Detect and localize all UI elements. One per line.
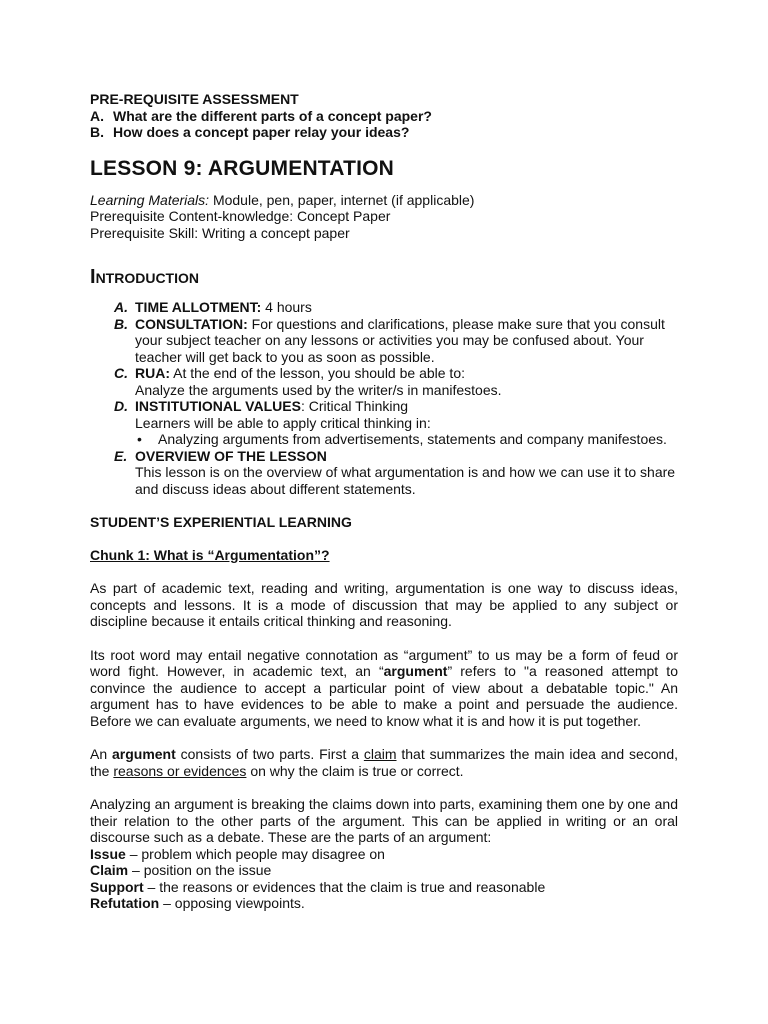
- paragraph-4: Analyzing an argument is breaking the claims down into parts, examining them one by one and their relation to the other parts of the argument. This can be applied in writing or an oral discourse such as a debate. These are the parts of an argument:: [90, 796, 678, 845]
- item-subline: Learners will be able to apply critical thinking in:: [135, 414, 431, 431]
- item-letter: A.: [114, 299, 128, 315]
- learning-materials-label: Learning Materials:: [90, 191, 210, 208]
- part-term: Refutation: [90, 895, 160, 911]
- values-bullet: [90, 431, 678, 448]
- p3-reasons: reasons or evidences: [113, 762, 247, 779]
- item-label: CONSULTATION:: [135, 315, 248, 332]
- item-text: : Critical Thinking: [300, 398, 409, 414]
- item-letter: E.: [114, 447, 128, 464]
- intro-item-time: [90, 299, 678, 316]
- prereq-question: How does a concept paper relay your ideas?: [113, 124, 410, 140]
- part-def: – problem which people may disagree on: [125, 845, 385, 862]
- item-subline: Analyze the arguments used by the writer/s in manifestoes.: [135, 381, 502, 398]
- prereq-title: PRE-REQUISITE ASSESSMENT: [90, 91, 299, 107]
- p2-end: ” refers to "a reasoned attempt to convince the audience to accept a particular point of view about a debatable topic." An argument has to have evidences to be able to make a point and persuade the audience. Before we can evaluate arguments, we need to know what it is and how it is put together.: [90, 663, 678, 729]
- part-def: – opposing viewpoints.: [159, 895, 305, 911]
- lesson-title: LESSON 9: ARGUMENTATION: [90, 156, 395, 180]
- paragraph-1: As part of academic text, reading and writing, argumentation is one way to discuss ideas, concepts and lessons. It is a mode of discussion that may be applied to any subject or discipline because it entails critical thinking and reasoning.: [90, 580, 678, 629]
- prereq-skill: Prerequisite Skill: Writing a concept paper: [90, 224, 350, 241]
- p3-b: consists of two parts. First a: [175, 746, 364, 762]
- bullet-dot: •: [137, 431, 142, 447]
- document-page: [90, 91, 678, 912]
- intro-item-values: [90, 398, 678, 431]
- part-support: [90, 879, 678, 896]
- p2-start: Its root word may entail negative connotation as “argument” to us may be a form of feud or word fight. However, in academic text, an “: [90, 646, 678, 679]
- section-title: STUDENT’S EXPERIENTIAL LEARNING: [90, 514, 352, 530]
- part-refutation: [90, 895, 678, 912]
- part-term: Issue: [90, 845, 126, 862]
- materials-block: [90, 192, 678, 242]
- item-letter: B.: [114, 315, 128, 332]
- part-def: – the reasons or evidences that the claim is true and reasonable: [143, 878, 546, 895]
- intro-rest: NTRODUCTION: [95, 270, 199, 286]
- prereq-letter: A.: [90, 107, 104, 124]
- item-text: For questions and clarifications, please make sure that you consult your subject teacher on any lessons or activities you may be confused about. Your teacher will get back to you as soon as possible.: [135, 315, 665, 365]
- item-label: OVERVIEW OF THE LESSON: [135, 447, 327, 464]
- part-term: Claim: [90, 862, 129, 878]
- intro-item-consultation: [90, 316, 678, 366]
- chunk-title: Chunk 1: What is “Argumentation”?: [90, 546, 330, 563]
- part-def: – position on the issue: [128, 862, 272, 878]
- part-issue: [90, 846, 678, 863]
- learning-materials-line: [90, 192, 678, 209]
- p3-claim: claim: [363, 746, 397, 762]
- item-text: At the end of the lesson, you should be able to:: [170, 365, 465, 381]
- paragraph-2: [90, 647, 678, 730]
- p3-a: An: [90, 746, 112, 762]
- introduction-heading: [90, 265, 678, 290]
- prereq-item: [90, 108, 678, 125]
- paragraph-3: [90, 746, 678, 779]
- prereq-item: [90, 124, 678, 141]
- item-label: RUA:: [135, 365, 170, 381]
- item-letter: D.: [114, 398, 128, 414]
- bullet-text: Analyzing arguments from advertisements, statements and company manifestoes.: [158, 431, 667, 447]
- prereq-question: What are the different parts of a concept paper?: [113, 107, 432, 124]
- prereq-letter: B.: [90, 124, 104, 140]
- p2-bold: argument: [383, 663, 448, 679]
- learning-materials-value: Module, pen, paper, internet (if applicable): [209, 191, 475, 208]
- intro-item-rua: [90, 365, 678, 398]
- item-letter: C.: [114, 365, 128, 381]
- introduction-list: [90, 299, 678, 497]
- item-label: TIME ALLOTMENT:: [135, 299, 262, 315]
- intro-item-overview: [90, 448, 678, 498]
- item-subline: This lesson is on the overview of what argumentation is and how we can use it to share and discuss ideas about different statements.: [135, 464, 676, 497]
- p3-c: that summarizes the main idea and second, the: [90, 746, 678, 779]
- parts-list: [90, 846, 678, 912]
- prereq-list: [90, 108, 678, 141]
- p3-d: on why the claim is true or correct.: [246, 762, 464, 779]
- item-text: 4 hours: [261, 299, 312, 315]
- p3-bold: argument: [111, 746, 176, 762]
- prereq-content-knowledge: Prerequisite Content-knowledge: Concept Paper: [90, 208, 391, 224]
- item-label: INSTITUTIONAL VALUES: [135, 398, 301, 414]
- intro-first-letter: I: [90, 266, 96, 288]
- part-term: Support: [90, 878, 144, 895]
- part-claim: [90, 862, 678, 879]
